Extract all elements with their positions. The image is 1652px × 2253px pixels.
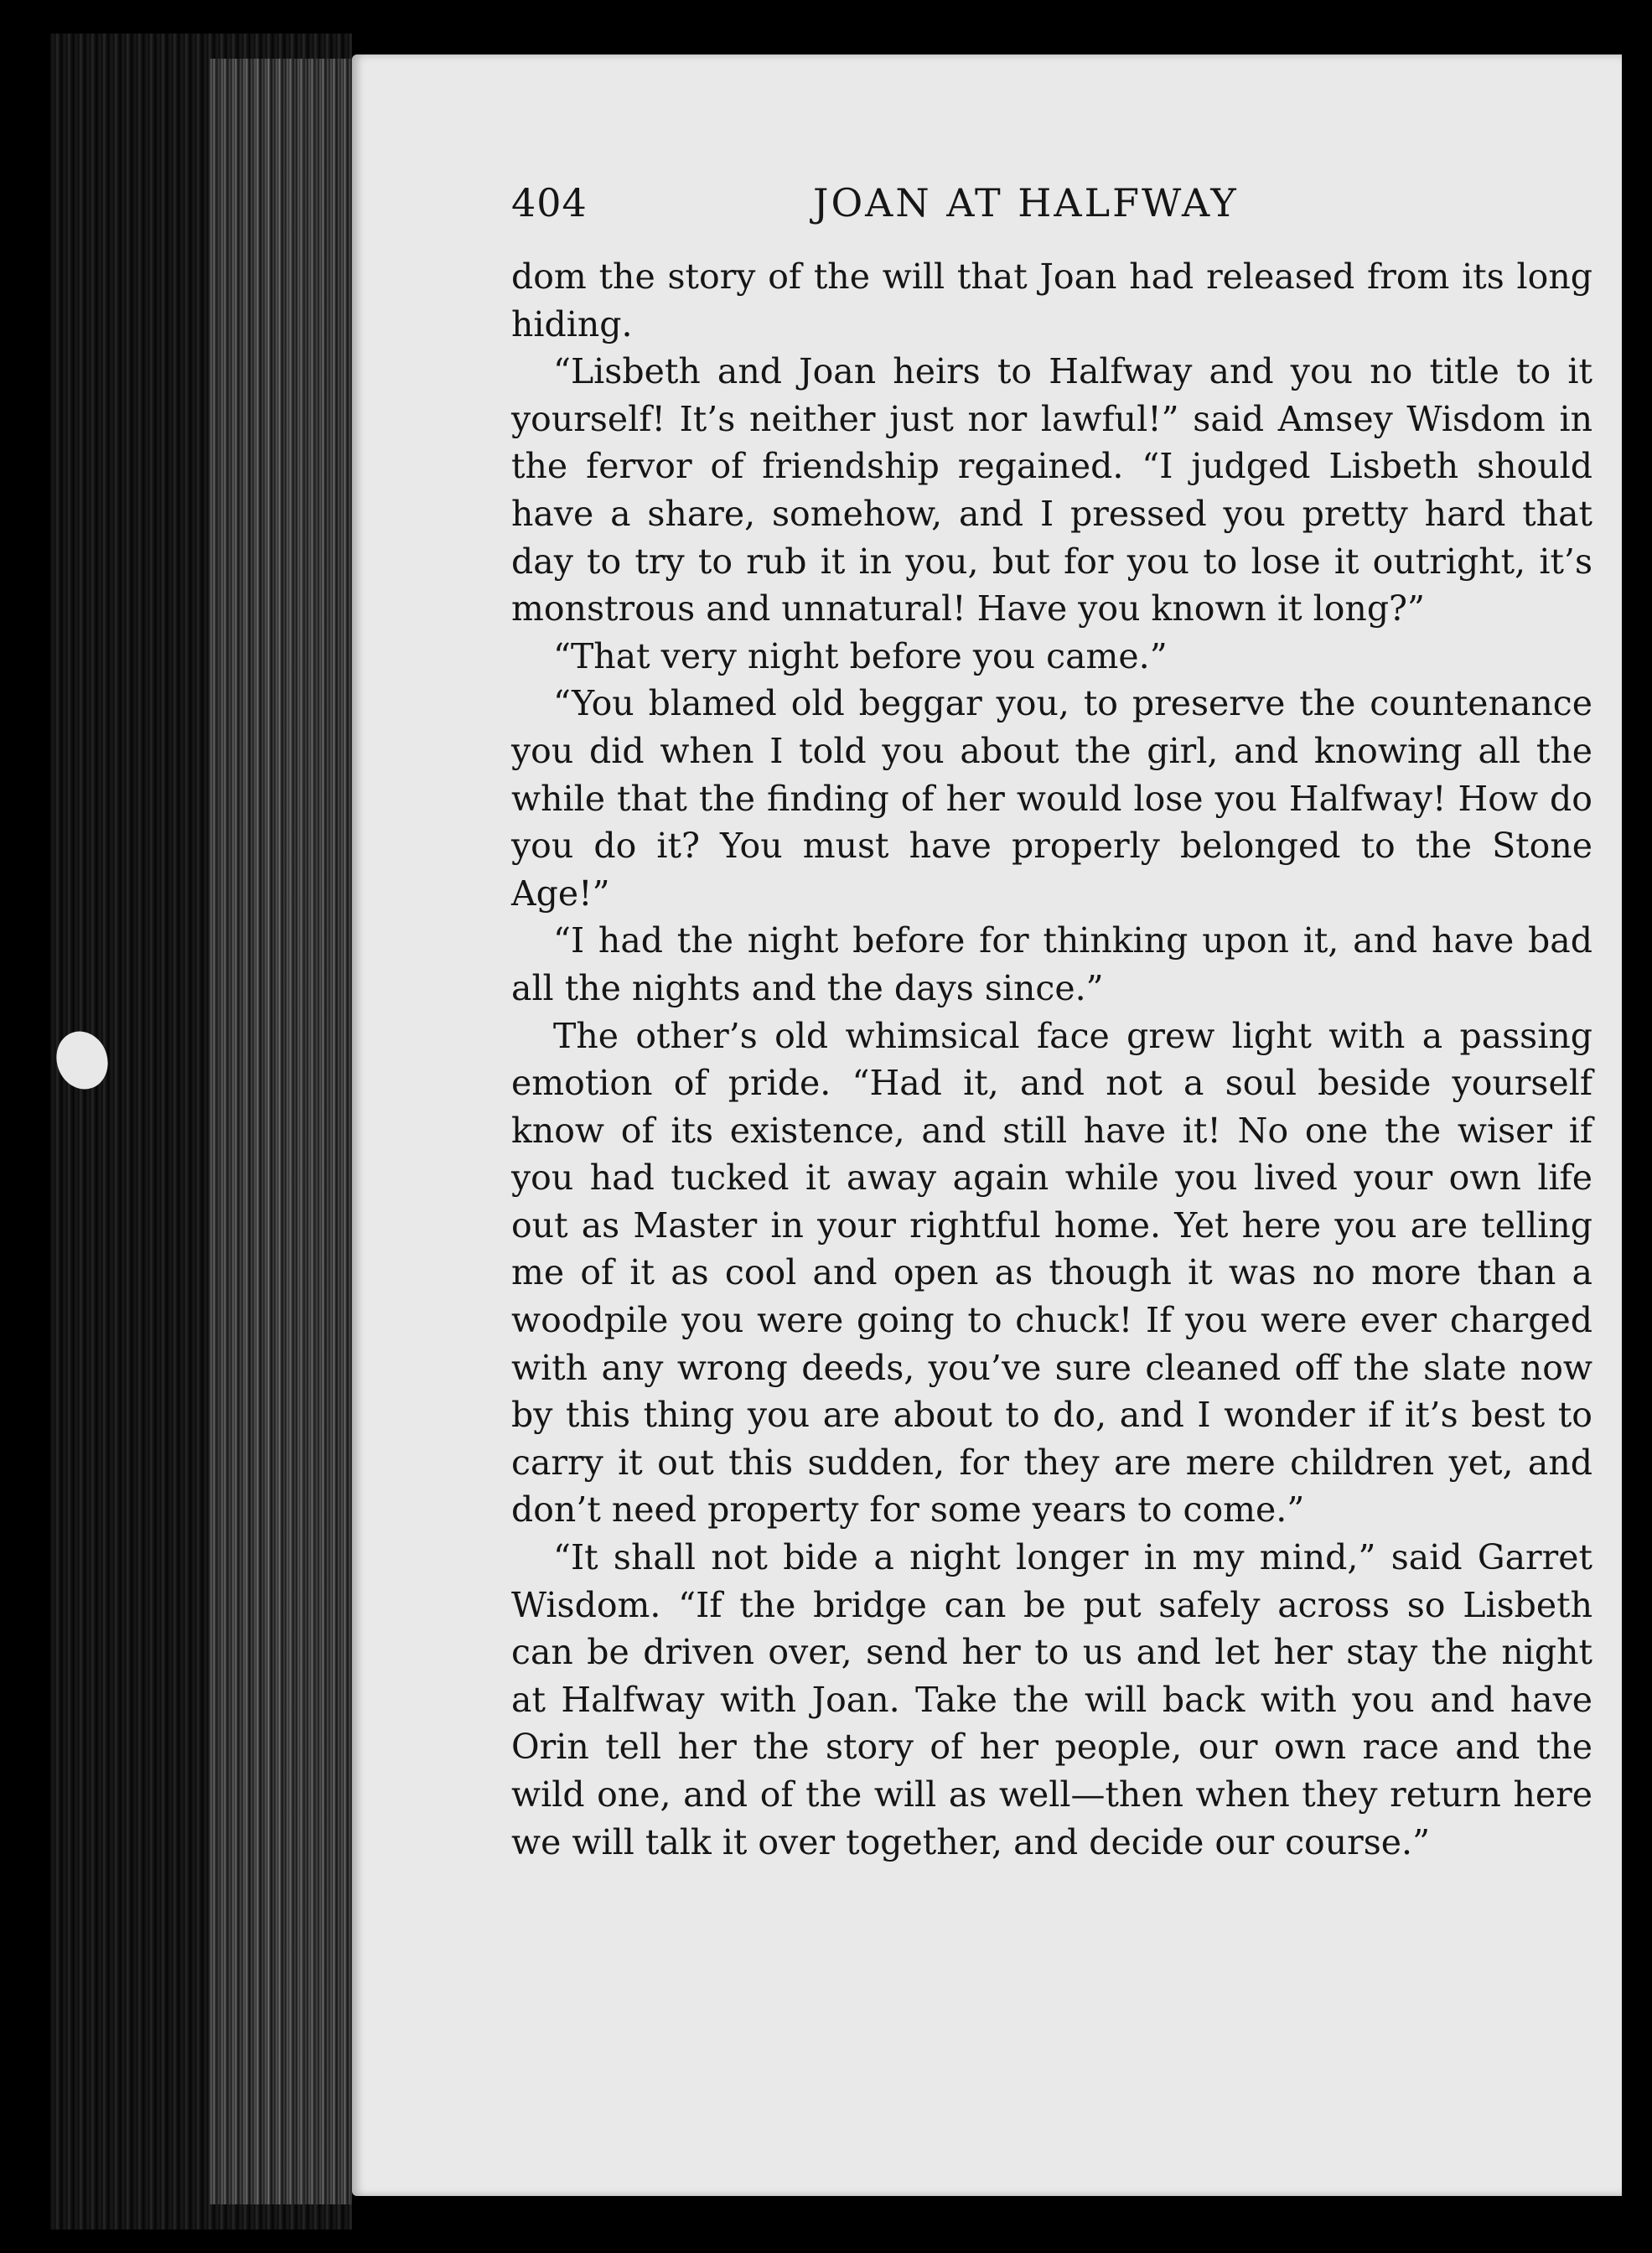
paragraph: “I had the night before for thinking upon it, and have bad all the nights and the days since.” [511,920,1592,1008]
book-page-edges [50,34,352,2230]
running-title: JOAN AT HALFWAY [813,180,1239,225]
body-text [511,253,1592,1866]
page-number: 404 [511,180,588,225]
paragraph: “You blamed old beggar you, to preserve the countenance you did when I told you about the girl, and knowing all the while that the finding of her would lose you Halfway! How do you do it? You must have properly belonged to the Stone Age!” [511,683,1592,914]
running-head [511,180,1601,239]
paragraph-continued: dom the story of the will that Joan had released from its long hiding. [511,256,1592,344]
paragraph: “That very night before you came.” [553,635,1168,676]
paragraph: The other’s old whimsical face grew light with a passing emotion of pride. “Had it, and not a soul beside yourself know of its existence, and still have it! No one the wiser if you had tucked it away again while you lived your own life out as Master in your rightful home. Yet here you are telling me of it as cool and open as though it was no more than a woodpile you were going to chuck! If you were ever charged with any wrong deeds, you’ve sure cleaned off the slate now by this thing you are about to do, and I wonder if it’s best to carry it out this sudden, for they are mere children yet, and don’t need property for some years to come.” [511,1015,1592,1530]
paragraph: “Lisbeth and Joan heirs to Halfway and you no title to it yourself! It’s neither just nor lawful!” said Amsey Wisdom in the fervor of friendship regained. “I judged Lisbeth should have a share, somehow, and I pressed you pretty hard that day to try to rub it in you, but for you to lose it outright, it’s monstrous and unnatural! Have you known it long?” [511,351,1592,629]
paragraph: “It shall not bide a night longer in my mind,” said Garret Wisdom. “If the bridge can be put safely across so Lisbeth can be driven over, send her to us and let her stay the night at Halfway with Joan. Take the will back with you and have Orin tell her the story of her people, our own race and the wild one, and of the will as well—then when they return here we will talk it over together, and decide our course.” [511,1537,1592,1862]
printed-page [352,54,1622,2196]
